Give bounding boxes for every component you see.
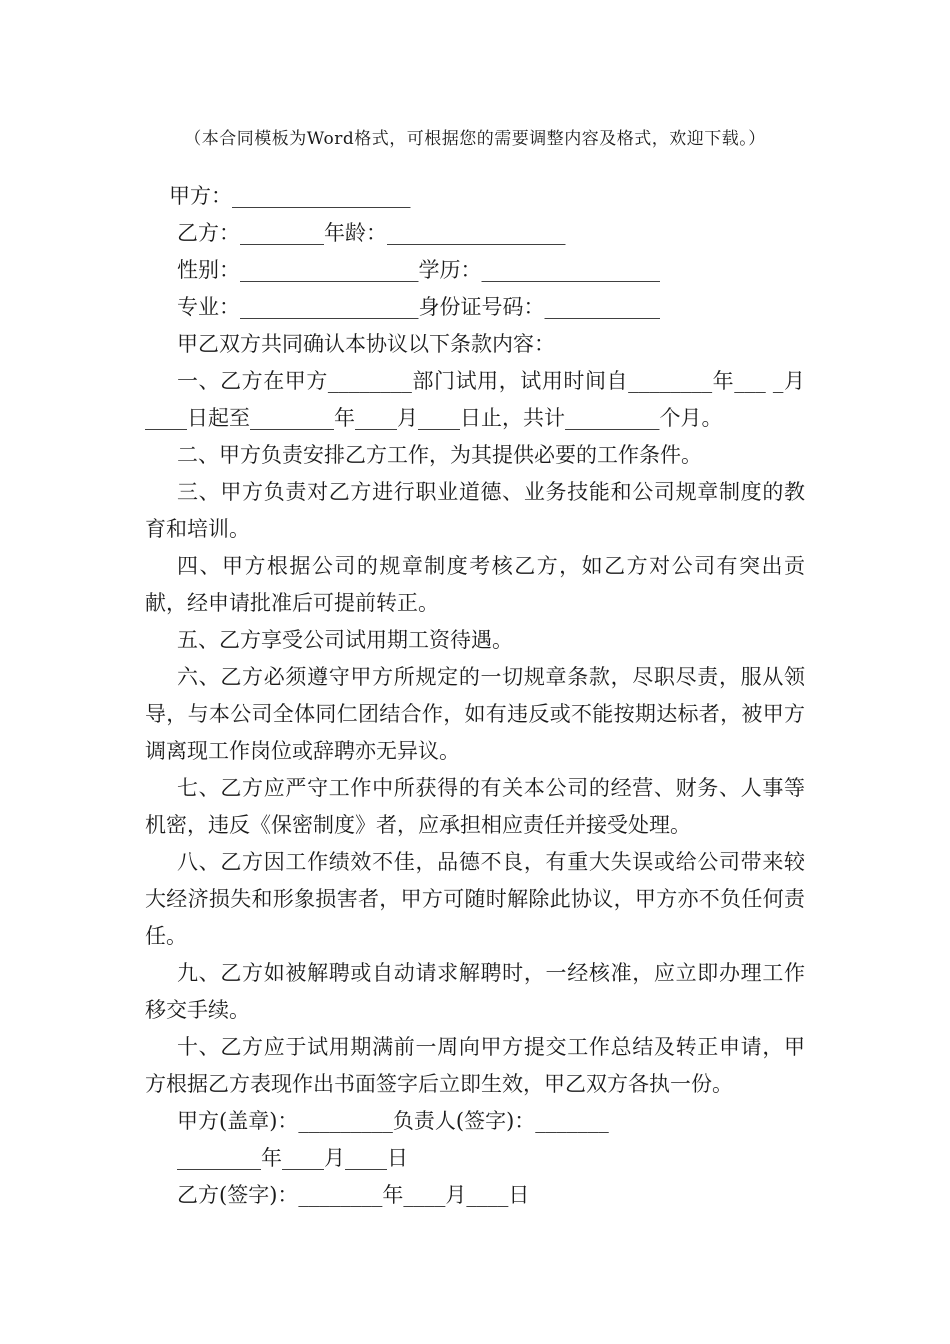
party-b-age-field: 乙方：________年龄：_________________ [177,221,566,245]
clause-10: 十、乙方应于试用期满前一周向甲方提交工作总结及转正申请，甲方根据乙方表现作出书面签字后立即生效，甲乙双方各执一份。 [145,1035,805,1096]
gender-education-field: 性别：_________________学历：_________________ [177,258,660,282]
major-id-field: 专业：_________________身份证号码：___________ [177,295,660,319]
clause-4: 四、甲方根据公司的规章制度考核乙方，如乙方对公司有突出贡献，经申请批准后可提前转正。 [145,554,805,615]
clause-6: 六、乙方必须遵守甲方所规定的一切规章条款，尽职尽责，服从领导，与本公司全体同仁团结合作，如有违反或不能按期达标者，被甲方调离现工作岗位或辞聘亦无异议。 [145,665,805,763]
clause-3: 三、甲方负责对乙方进行职业道德、业务技能和公司规章制度的教育和培训。 [145,480,805,541]
party-b-signature-line: 乙方(签字)：________年____月____日 [177,1183,530,1207]
clause-2: 二、甲方负责安排乙方工作，为其提供必要的工作条件。 [177,443,702,467]
party-a-field: 甲方：_________________ [169,184,411,208]
party-a-signature-line: 甲方(盖章)：_________负责人(签字)：_______ [177,1109,609,1133]
clause-1: 一、乙方在甲方________部门试用，试用时间自________年___ _月____日起至________年____月____日止，共计_________个月。 [145,369,805,430]
contract-body [145,178,805,1214]
template-note: （本合同模板为Word格式，可根据您的需要调整内容及格式，欢迎下载。） [184,129,766,149]
intro-text: 甲乙双方共同确认本协议以下条款内容： [177,332,555,356]
party-a-date-line: ________年____月____日 [177,1146,408,1170]
clause-7: 七、乙方应严守工作中所获得的有关本公司的经营、财务、人事等机密，违反《保密制度》者，应承担相应责任并接受处理。 [145,776,805,837]
clause-9: 九、乙方如被解聘或自动请求解聘时，一经核准，应立即办理工作移交手续。 [145,961,805,1022]
clause-8: 八、乙方因工作绩效不佳，品德不良，有重大失误或给公司带来较大经济损失和形象损害者，甲方可随时解除此协议，甲方亦不负任何责任。 [145,850,805,948]
clause-5: 五、乙方享受公司试用期工资待遇。 [177,628,513,652]
